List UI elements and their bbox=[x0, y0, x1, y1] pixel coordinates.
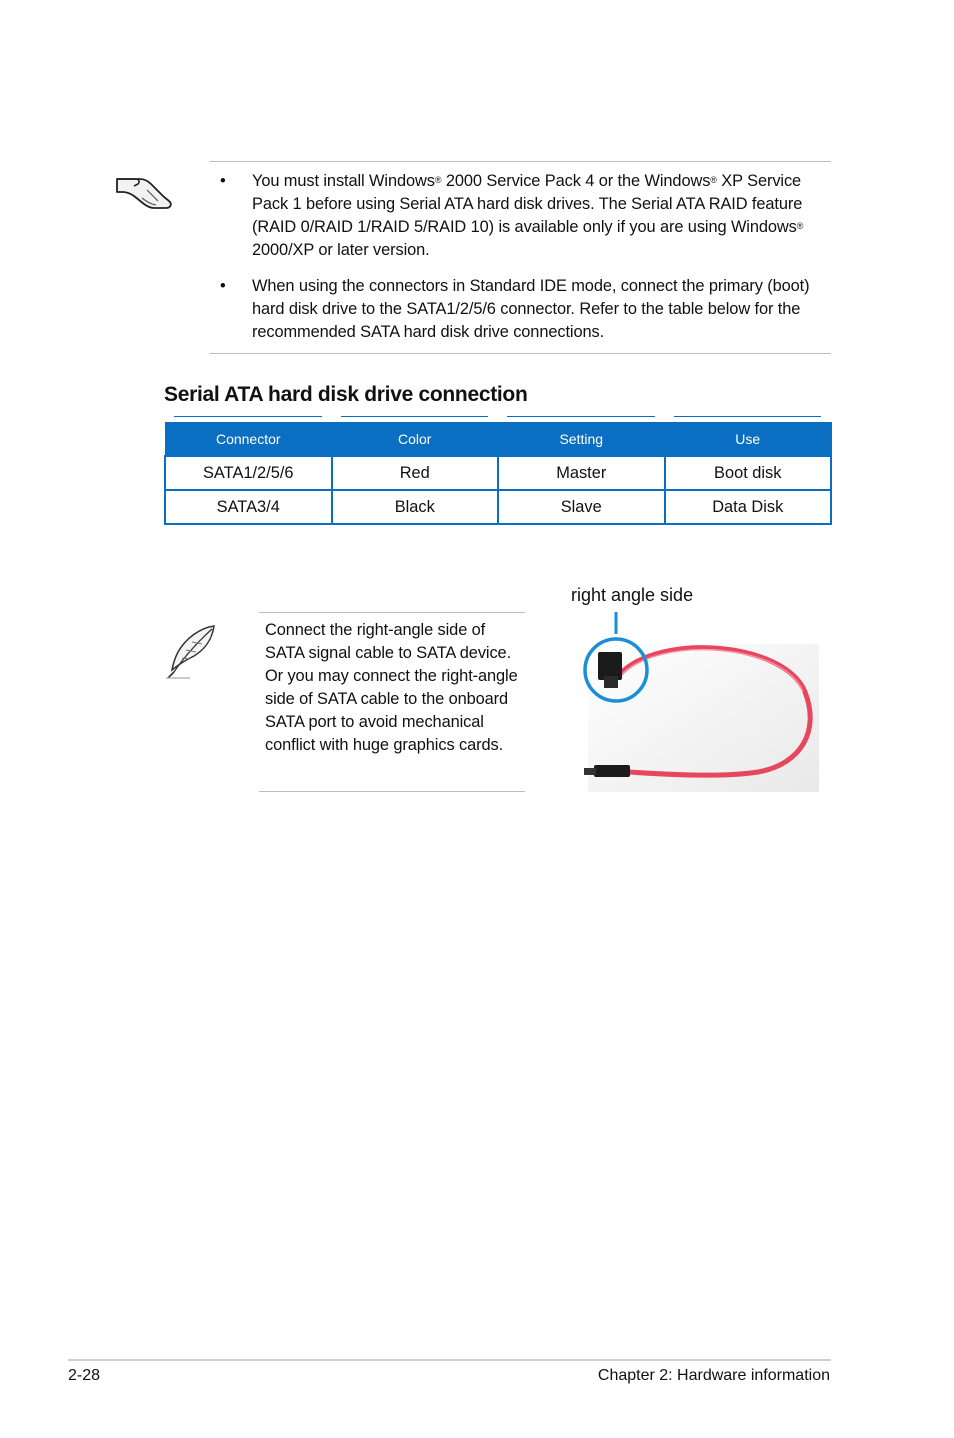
column-rule bbox=[674, 416, 821, 417]
note-bullet-2: • When using the connectors in Standard IDE mode, connect the primary (boot) hard disk drive to the SATA1/2/5/6 connector. Refer to the table below for the recommended SATA hard disk drive connections. bbox=[220, 277, 810, 341]
cell-use: Boot disk bbox=[665, 456, 832, 490]
header-connector: Connector bbox=[165, 423, 332, 457]
cell-connector: SATA3/4 bbox=[165, 490, 332, 524]
note-bullet-1: • You must install Windows® 2000 Service Pack 4 or the Windows® XP Service Pack 1 before using Serial ATA hard disk drives. The Serial ATA RAID feature (RAID 0/RAID 1/RAID 5/RAID 10) is available only if you are using Windows® 2000/XP or later version. bbox=[220, 172, 804, 259]
table-row bbox=[165, 456, 831, 490]
chapter-title: Chapter 2: Hardware information bbox=[597, 1367, 830, 1384]
bullet-marker: • bbox=[220, 277, 226, 295]
header-setting: Setting bbox=[498, 423, 665, 457]
cell-use: Data Disk bbox=[665, 490, 832, 524]
note-bottom-rule bbox=[210, 353, 831, 354]
tip-bottom-rule bbox=[259, 791, 525, 792]
sata-cable-photo bbox=[580, 612, 822, 794]
column-rule bbox=[507, 416, 655, 417]
pointing-hand-icon bbox=[114, 168, 174, 216]
page-number: 2-28 bbox=[68, 1367, 101, 1384]
tip-note-text: Connect the right-angle side of SATA signal cable to SATA device. Or you may connect the right-angle side of SATA cable to the onboard SATA port to avoid mechanical conflict with huge graphics cards. bbox=[265, 621, 518, 754]
important-note-list bbox=[214, 170, 826, 344]
bullet-marker: • bbox=[220, 172, 226, 190]
section-title: Serial ATA hard disk drive connection bbox=[164, 383, 528, 406]
header-use: Use bbox=[665, 423, 832, 457]
cell-connector: SATA1/2/5/6 bbox=[165, 456, 332, 490]
sata-connection-table bbox=[164, 422, 832, 525]
cell-setting: Slave bbox=[498, 490, 665, 524]
header-color: Color bbox=[332, 423, 499, 457]
cell-color: Black bbox=[332, 490, 499, 524]
column-rule bbox=[341, 416, 488, 417]
note-top-rule bbox=[210, 161, 831, 162]
column-rule bbox=[174, 416, 322, 417]
cell-color: Red bbox=[332, 456, 499, 490]
feather-pen-icon bbox=[162, 622, 220, 680]
table-row bbox=[165, 490, 831, 524]
table-header-row bbox=[165, 423, 831, 457]
right-angle-label: right angle side bbox=[571, 585, 694, 605]
tip-top-rule bbox=[259, 612, 525, 613]
footer-rule bbox=[68, 1359, 831, 1361]
cell-setting: Master bbox=[498, 456, 665, 490]
